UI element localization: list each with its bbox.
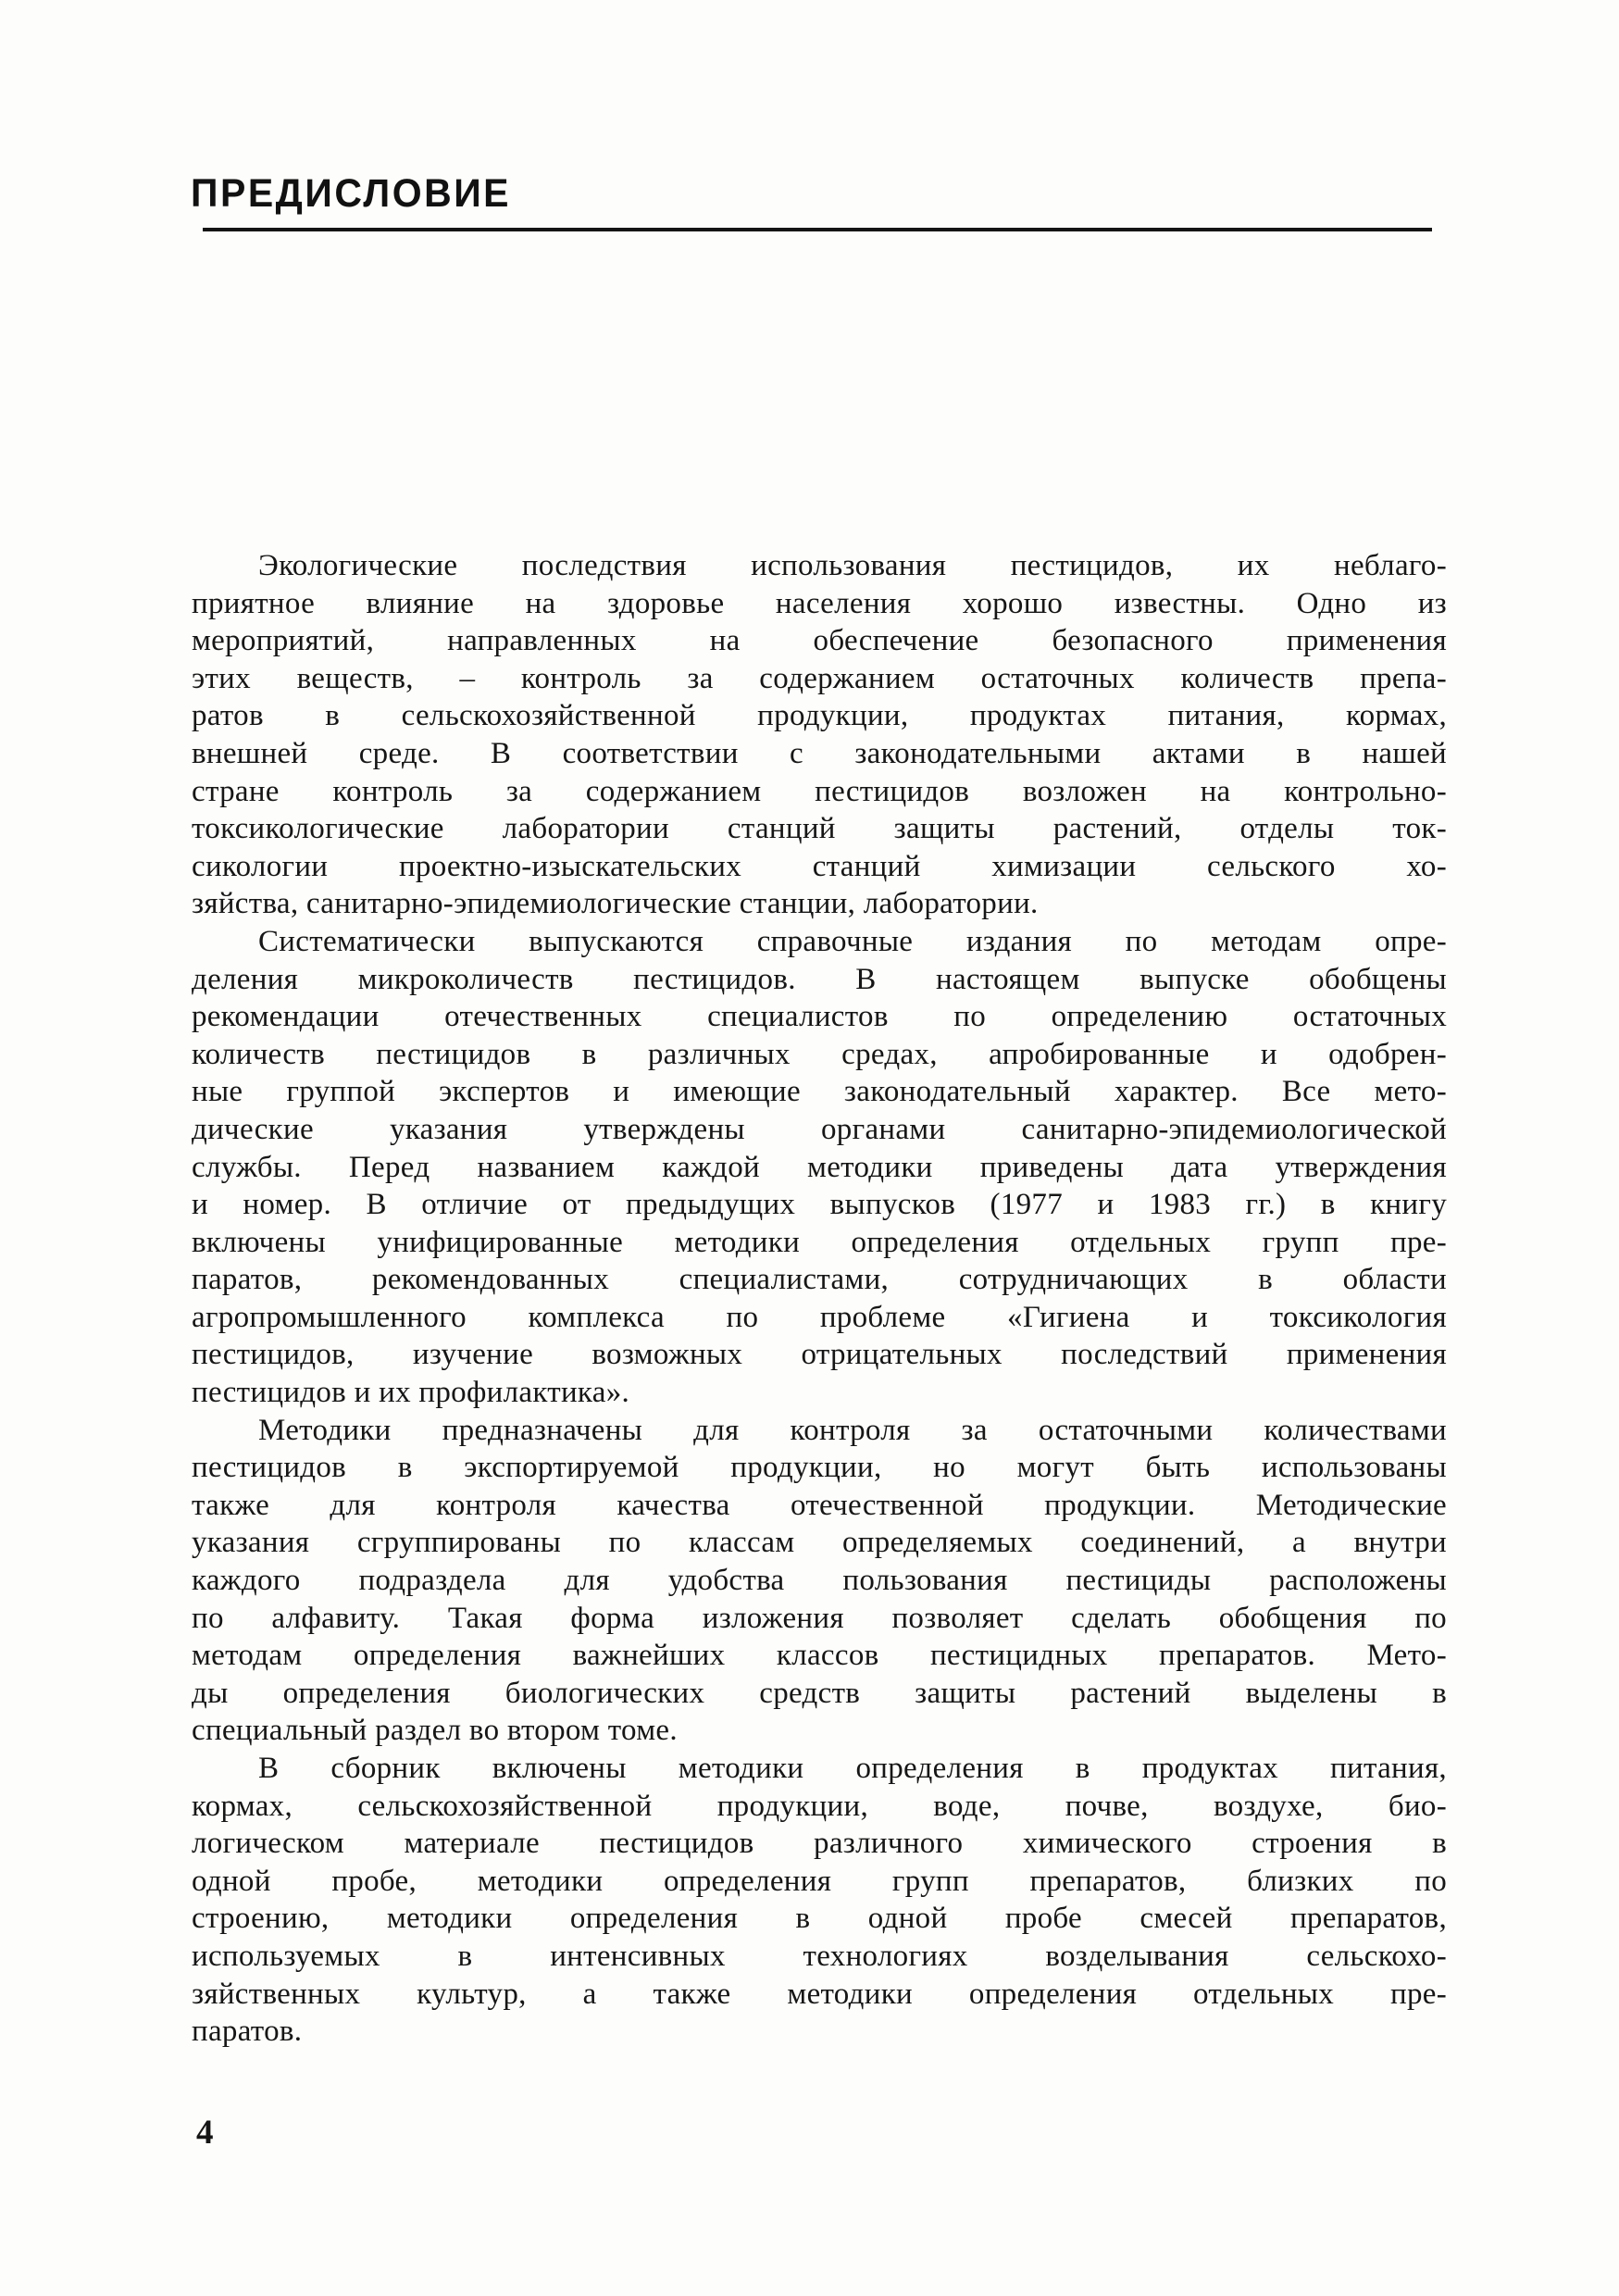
text-line: методам определения важнейших классов пестицидных препаратов. Мето- — [192, 1639, 1447, 1673]
page-body — [192, 547, 1447, 2051]
text-line: кормах, сельскохозяйственной продукции, воде, почве, воздухе, био- — [192, 1789, 1447, 1823]
text-line: одной пробе, методики определения групп препаратов, близких по — [192, 1864, 1447, 1898]
body-paragraph — [192, 923, 1447, 1412]
text-line: токсикологические лаборатории станций защиты растений, отделы ток- — [192, 812, 1447, 846]
page-title: ПРЕДИСЛОВИЕ — [191, 170, 512, 216]
text-line: каждого подраздела для удобства пользования пестициды расположены — [192, 1564, 1447, 1598]
text-line: ды определения биологических средств защиты растений выделены в — [192, 1676, 1447, 1710]
page-number: 4 — [196, 2114, 214, 2152]
body-paragraph — [192, 547, 1447, 923]
text-line: пестицидов, изучение возможных отрицательных последствий применения — [192, 1338, 1447, 1372]
text-line: строению, методики определения в одной пробе смесей препаратов, — [192, 1902, 1447, 1936]
text-line: зяйства, санитарно-эпидемиологические станции, лаборатории. — [192, 887, 1039, 921]
text-line: специальный раздел во втором томе. — [192, 1714, 678, 1748]
text-line: паратов. — [192, 2015, 303, 2049]
text-line: рекомендации отечественных специалистов по определению остаточных — [192, 1000, 1447, 1034]
text-line: Систематически выпускаются справочные издания по методам опре- — [258, 924, 1447, 958]
text-line: и номер. В отличие от предыдущих выпусков (1977 и 1983 гг.) в книгу — [192, 1188, 1447, 1222]
text-line: внешней среде. В соответствии с законодательными актами в нашей — [192, 736, 1447, 770]
text-line: зяйственных культур, а также методики определения отдельных пре- — [192, 1977, 1447, 2011]
text-line: паратов, рекомендованных специалистами, сотрудничающих в области — [192, 1263, 1447, 1297]
text-line: службы. Перед названием каждой методики приведены дата утверждения — [192, 1150, 1447, 1184]
text-line: используемых в интенсивных технологиях возделывания сельскохо- — [192, 1939, 1447, 1973]
text-line: дические указания утверждены органами санитарно-эпидемиологической — [192, 1112, 1447, 1146]
text-line: деления микроколичеств пестицидов. В настоящем выпуске обобщены — [192, 962, 1447, 996]
text-line: ные группой экспертов и имеющие законодательный характер. Все мето- — [192, 1075, 1447, 1109]
text-line: количеств пестицидов в различных средах, апробированные и одобрен- — [192, 1037, 1447, 1071]
text-line: ратов в сельскохозяйственной продукции, продуктах питания, кормах, — [192, 699, 1447, 733]
text-line: по алфавиту. Такая форма изложения позволяет сделать обобщения по — [192, 1601, 1447, 1635]
heading-rule — [203, 228, 1432, 231]
text-line: включены унифицированные методики определения отдельных групп пре- — [192, 1225, 1447, 1259]
text-line: пестицидов в экспортируемой продукции, но могут быть использованы — [192, 1451, 1447, 1485]
text-line: стране контроль за содержанием пестицидов возложен на контрольно- — [192, 774, 1447, 808]
text-line: этих веществ, – контроль за содержанием остаточных количеств препа- — [192, 661, 1447, 695]
text-line: Методики предназначены для контроля за остаточными количествами — [258, 1413, 1447, 1447]
text-line: пестицидов и их профилактика». — [192, 1376, 630, 1410]
text-line: приятное влияние на здоровье населения хорошо известны. Одно из — [192, 586, 1447, 620]
text-line: В сборник включены методики определения в продуктах питания, — [258, 1752, 1447, 1785]
text-line: указания сгруппированы по классам определяемых соединений, а внутри — [192, 1526, 1447, 1560]
text-line: сикологии проектно-изыскательских станций химизации сельского хо- — [192, 849, 1447, 883]
text-line: агропромышленного комплекса по проблеме «Гигиена и токсикология — [192, 1300, 1447, 1334]
text-line: мероприятий, направленных на обеспечение безопасного применения — [192, 624, 1447, 658]
body-paragraph — [192, 1750, 1447, 2051]
text-line: логическом материале пестицидов различного химического строения в — [192, 1827, 1447, 1861]
body-paragraph — [192, 1412, 1447, 1750]
text-line: также для контроля качества отечественной продукции. Методические — [192, 1488, 1447, 1522]
text-line: Экологические последствия использования пестицидов, их неблаго- — [258, 549, 1447, 582]
